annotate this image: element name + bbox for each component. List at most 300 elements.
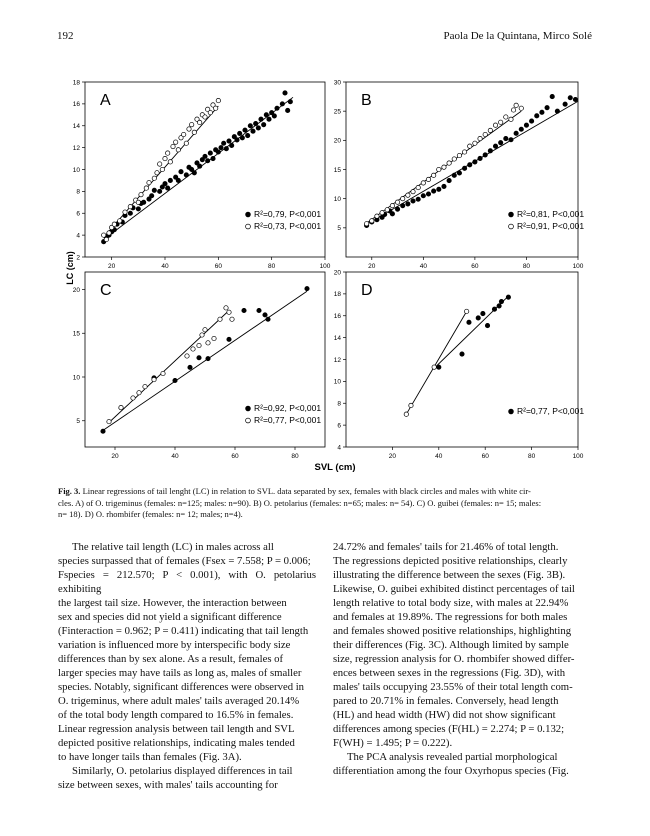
panel-c-female-point (257, 308, 261, 312)
panel-a-female-point (211, 156, 215, 160)
panel-b-female-point (483, 153, 487, 157)
body-line: F(WH) = 1.495; P = 0.222). (333, 737, 453, 749)
body-line: and females at 19.89%. The regressions for both males (333, 611, 568, 623)
panel-a-male-regression-line (104, 106, 219, 237)
panel-c-label: C (100, 282, 112, 299)
panel-a-male-point (203, 115, 207, 119)
panel-d-y-tick-label: 10 (333, 378, 341, 386)
panel-b-female-point (447, 178, 451, 182)
panel-a-female-point (157, 189, 161, 193)
panel-b-legend-male-marker (509, 224, 514, 229)
panel-c-male-point (224, 306, 228, 310)
panel-b-male-point (442, 165, 446, 169)
panel-a-female-point (251, 129, 255, 133)
panel-a-male-point (160, 167, 164, 171)
panel-b-female-point (555, 109, 559, 113)
panel-a-female-point (253, 121, 257, 125)
body-line: depicted positive relationships, indicating males tended (58, 737, 295, 749)
panel-b-legend-female-marker (509, 212, 514, 217)
panel-d-female-point (460, 352, 464, 356)
panel-b-legend-female-label: R²=0,81, P<0,001 (517, 209, 585, 219)
panel-b-female-point (524, 123, 528, 127)
panel-b-female-point (411, 199, 415, 203)
panel-a-male-point (117, 219, 121, 223)
panel-c-male-point (152, 377, 156, 381)
panel-a-male-point (171, 144, 175, 148)
panel-c-male-regression-line (109, 311, 229, 423)
panel-a-legend-female-marker (246, 212, 251, 217)
panel-c-male-point (218, 317, 222, 321)
panel-c-male-point (200, 333, 204, 337)
panel-a-legend-male-label: R²=0,73, P<0,001 (254, 221, 322, 231)
panel-a-female-point (192, 171, 196, 175)
panel-c-female-point (197, 356, 201, 360)
panel-a-y-tick-label: 6 (76, 210, 80, 218)
panel-d-x-tick-label: 60 (481, 453, 489, 460)
panel-b-female-point (442, 184, 446, 188)
body-line: length relative to total body size, with males at 22.94% (333, 597, 569, 609)
panel-a-male-point (152, 176, 156, 180)
panel-a-female-point (261, 122, 265, 126)
panel-c-male-point (161, 371, 165, 375)
panel-a-female-point (224, 147, 228, 151)
panel-d-y-tick-label: 18 (333, 291, 341, 299)
panel-b-female-point (468, 163, 472, 167)
panel-b-female-point (401, 203, 405, 207)
panel-a-female-point (235, 138, 239, 142)
panel-c-female-point (242, 308, 246, 312)
panel-a-female-point (165, 186, 169, 190)
body-line: (HL) and head width (HW) did not show significant (333, 709, 556, 721)
body-line: differentiation among the four Oxyrhopus species (Fig. (333, 765, 569, 777)
panel-b-male-point (483, 132, 487, 136)
panel-b-female-point (437, 187, 441, 191)
panel-b-male-point (473, 141, 477, 145)
panel-d-y-tick-label: 14 (333, 334, 341, 342)
panel-a-female-point (141, 200, 145, 204)
panel-a-female-point (219, 145, 223, 149)
panel-b-female-point (509, 138, 513, 142)
panel-c-x-tick-label: 80 (291, 453, 299, 460)
panel-a-male-point (197, 120, 201, 124)
panel-b-female-point (421, 194, 425, 198)
panel-a-x-tick-label: 80 (268, 263, 276, 270)
panel-b-female-point (406, 202, 410, 206)
running-header-authors: Paola De la Quintana, Mirco Solé (443, 30, 592, 42)
panel-a-male-point (184, 141, 188, 145)
panel-c-female-point (101, 429, 105, 433)
panel-c-male-point (131, 396, 135, 400)
panel-d-y-tick-label: 16 (333, 313, 341, 321)
panel-b-male-point (519, 106, 523, 110)
panel-d-y-tick-label: 12 (333, 356, 341, 364)
x-axis-label: SVL (cm) (314, 462, 356, 473)
panel-a-female-point (152, 188, 156, 192)
panel-b-male-point (488, 128, 492, 132)
panel-b-female-point (473, 160, 477, 164)
panel-a-male-point (157, 162, 161, 166)
body-line: Fspecies = 212.570; P < 0.001), with O. petolarius exhibiting (58, 569, 316, 595)
panel-d-legend-female-label: R²=0,77, P<0,001 (517, 406, 585, 416)
body-line: (Finteraction = 0.962; P = 0.411) indicating that tail length (58, 625, 309, 637)
panel-b-legend-male-label: R²=0,91, P<0,001 (517, 221, 585, 231)
panel-a-female-point (163, 182, 167, 186)
panel-b-male-point (437, 167, 441, 171)
panel-b-female-point (452, 173, 456, 177)
panel-a-female-point (221, 141, 225, 145)
body-line: differences among species (F(HL) = 2.274; P = 0.132; (333, 723, 565, 735)
panel-c-male-point (107, 419, 111, 423)
panel-b-male-point (504, 115, 508, 119)
panel-d-x-tick-label: 100 (572, 453, 584, 460)
panel-d-x-tick-label: 80 (527, 453, 536, 460)
panel-c-female-point (305, 286, 309, 290)
panel-a-female-point (229, 143, 233, 147)
body-line: sex and species did not yield a significant difference (58, 611, 282, 623)
body-line: of the total body length compared to 16.5% in females. (58, 709, 294, 721)
panel-d-frame (346, 272, 578, 447)
panel-b-y-tick-label: 30 (333, 79, 341, 87)
panel-d-y-tick-label: 20 (333, 269, 341, 277)
panel-a-x-tick-label: 20 (108, 263, 116, 270)
panel-b-male-point (421, 181, 425, 185)
body-line: variation is influenced more by interspecific body size (58, 639, 291, 651)
panel-a-female-point (259, 117, 263, 121)
panel-d-legend-female-marker (509, 409, 514, 414)
panel-c-y-tick-label: 10 (72, 374, 80, 382)
caption-line-1: Linear regressions of tail lenght (LC) in relation to SVL. data separated by sex, females with black circles and males with white cir- (80, 486, 531, 496)
panel-d-male-point (404, 412, 408, 416)
panel-b-x-tick-label: 100 (572, 263, 584, 270)
body-line: size between sexes, with males' tails accounting for (58, 779, 278, 791)
panel-d-label: D (361, 282, 373, 299)
panel-a-male-point (176, 148, 180, 152)
panel-a-y-tick-label: 2 (76, 254, 80, 262)
panel-b-male-point (375, 214, 379, 218)
panel-d-female-point (492, 307, 496, 311)
panel-a-female-point (205, 159, 209, 163)
panel-b-female-point (498, 140, 502, 144)
panel-c-female-point (206, 356, 210, 360)
panel-d-y-tick-label: 4 (337, 444, 341, 452)
body-line: Likewise, O. guibei exhibited distinct percentages of tail (333, 583, 575, 595)
panel-c-x-tick-label: 40 (171, 453, 179, 460)
panel-b-x-tick-label: 60 (471, 263, 479, 270)
panel-b-male-point (370, 219, 374, 223)
panel-a-male-point (213, 106, 217, 110)
panel-b-y-tick-label: 10 (333, 195, 341, 203)
panel-c-male-point (191, 347, 195, 351)
body-line: 24.72% and females' tails for 21.46% of total length. (333, 541, 559, 553)
panel-c-male-point (227, 310, 231, 314)
panel-a-legend-male-marker (246, 224, 251, 229)
panel-b-male-point (498, 120, 502, 124)
panel-c-male-point (203, 328, 207, 332)
panel-b-female-point (529, 119, 533, 123)
panel-d-male-point (464, 309, 468, 313)
panel-b-x-tick-label: 80 (522, 263, 531, 270)
panel-d-y-tick-label: 6 (337, 422, 341, 430)
panel-a-male-point (147, 180, 151, 184)
panel-b-male-point (452, 157, 456, 161)
panel-a-male-point (181, 132, 185, 136)
panel-a-female-point (128, 211, 132, 215)
panel-b-male-point (395, 200, 399, 204)
panel-b-female-point (416, 197, 420, 201)
panel-b-male-point (514, 103, 518, 107)
body-column-left (58, 540, 316, 792)
panel-a-male-point (168, 160, 172, 164)
panel-a-male-point (208, 110, 212, 114)
panel-c-legend-male-label: R²=0,77, P<0,001 (254, 415, 322, 425)
panel-d-male-point (409, 403, 413, 407)
panel-a-x-tick-label: 40 (161, 263, 169, 270)
panel-d-y-tick-label: 8 (337, 400, 341, 408)
body-line: males' tails occupying 23.55% of their total length com- (333, 681, 573, 693)
panel-d-female-point (476, 316, 480, 320)
caption-line-2: cles. A) of O. trigeminus (females: n=125; males: n=90). B) O. petolarius (females: n=65; males: n= 54). C) O. guibei (females: n= 15; males: (58, 497, 542, 508)
body-line: and females showed positive relationships, highlighting (333, 625, 572, 637)
panel-b-female-point (395, 207, 399, 211)
body-line: The PCA analysis revealed partial morphological (347, 751, 558, 763)
panel-a-male-point (155, 171, 159, 175)
y-axis-label: LC (cm) (65, 251, 75, 285)
panel-c-male-point (185, 354, 189, 358)
panel-a-female-point (237, 131, 241, 135)
panel-b-female-point (504, 136, 508, 140)
panel-c-male-point (230, 317, 234, 321)
panel-b-female-point (457, 171, 461, 175)
panel-b-male-point (457, 153, 461, 157)
panel-a-male-point (163, 156, 167, 160)
panel-a-female-point (280, 102, 284, 106)
panel-a-y-tick-label: 4 (76, 232, 80, 240)
panel-b-y-tick-label: 5 (337, 225, 341, 233)
panel-b-x-tick-label: 20 (368, 263, 376, 270)
panel-b-female-point (390, 212, 394, 216)
panel-b-male-point (468, 144, 472, 148)
panel-c-female-point (266, 317, 270, 321)
panel-a-male-point (187, 127, 191, 131)
panel-b-female-point (431, 189, 435, 193)
body-line: larger species may have tails as long as, males of smaller (58, 667, 302, 679)
panel-a-female-point (179, 169, 183, 173)
panel-d-female-point (485, 323, 489, 327)
panel-a-female-point (149, 194, 153, 198)
panel-a-male-point (216, 98, 220, 102)
panel-a-female-point (285, 108, 289, 112)
panel-b-male-point (385, 208, 389, 212)
panel-d-female-point (499, 299, 503, 303)
panel-b-male-point (462, 150, 466, 154)
panel-a-male-point (144, 186, 148, 190)
panel-d-female-point (497, 304, 501, 308)
panel-d-female-point (437, 365, 441, 369)
panel-b-y-tick-label: 25 (333, 108, 341, 116)
body-line: size, regression analysis for O. rhombifer showed differ- (333, 653, 575, 665)
panel-b-male-point (411, 189, 415, 193)
body-line: O. trigeminus, where adult males' tails averaged 20.14% (58, 695, 300, 707)
panel-d-x-tick-label: 40 (435, 453, 443, 460)
panel-b-male-point (511, 108, 515, 112)
panel-a-female-point (243, 128, 247, 132)
panel-a-female-point (203, 154, 207, 158)
caption-line-3: n= 18). D) O. rhombifer (females: n= 12; males; n=4). (58, 509, 243, 520)
panel-a-female-point (197, 164, 201, 168)
panel-a-female-point (248, 124, 252, 128)
panel-a-male-point (136, 200, 140, 204)
panel-a-female-point (256, 126, 260, 130)
body-line: to have longer tails than females (Fig. 3A). (58, 751, 242, 763)
panel-c-male-point (206, 341, 210, 345)
panel-d-x-tick-label: 20 (388, 453, 397, 460)
body-line: the largest tail size. However, the interaction between (58, 597, 287, 609)
panel-a-male-point (101, 233, 105, 237)
panel-b-female-point (573, 97, 577, 101)
panel-c-y-tick-label: 5 (76, 418, 80, 426)
panel-a-female-point (267, 117, 271, 121)
panel-b-female-point (514, 131, 518, 135)
panel-a-female-point (288, 99, 292, 103)
panel-c-x-tick-label: 20 (111, 453, 119, 460)
panel-c-legend-male-marker (246, 418, 251, 423)
panel-b-female-point (519, 127, 523, 131)
panel-a-female-point (184, 173, 188, 177)
panel-a-male-point (189, 122, 193, 126)
body-line: Similarly, O. petolarius displayed differences in tail (72, 765, 293, 777)
panel-a-female-point (264, 113, 268, 117)
panel-b-female-point (426, 192, 430, 196)
body-line: species surpassed that of females (Fsex = 7.558; P = 0.006; (58, 555, 311, 567)
panel-a-male-point (123, 210, 127, 214)
panel-a-y-tick-label: 16 (72, 101, 80, 109)
panel-c-female-point (173, 378, 177, 382)
panel-a-female-point (168, 178, 172, 182)
panel-a-female-point (245, 133, 249, 137)
panel-b-female-point (535, 114, 539, 118)
panel-a-y-tick-label: 18 (72, 79, 80, 87)
panel-d-female-point (467, 320, 471, 324)
panel-a-female-point (176, 178, 180, 182)
panel-b-male-point (447, 161, 451, 165)
panel-b-female-point (540, 110, 544, 114)
panel-c-male-point (212, 336, 216, 340)
panel-a-female-point (136, 207, 140, 211)
panel-c-y-tick-label: 20 (72, 286, 80, 294)
panel-b-male-point (431, 173, 435, 177)
panel-b-female-point (550, 94, 554, 98)
body-line: Linear regression analysis between tail length and SVL (58, 723, 295, 735)
panel-c-female-point (227, 337, 231, 341)
panel-c-female-point (188, 365, 192, 369)
panel-b-y-tick-label: 20 (333, 137, 341, 145)
panel-b-label: B (361, 92, 372, 109)
panel-b-female-point (545, 105, 549, 109)
panel-b-male-point (406, 193, 410, 197)
body-line: illustrating the difference between the sexes (Fig. 3B). (333, 569, 566, 581)
panel-a-y-tick-label: 12 (72, 144, 80, 152)
panel-d-male-regression-line (406, 311, 466, 414)
panel-a-y-tick-label: 14 (72, 123, 80, 131)
panel-a-x-tick-label: 60 (214, 263, 222, 270)
panel-a-female-point (227, 139, 231, 143)
body-line: The relative tail length (LC) in males across all (72, 541, 274, 553)
panel-b-x-tick-label: 40 (419, 263, 427, 270)
panel-b-female-point (478, 156, 482, 160)
panel-b-male-point (416, 185, 420, 189)
body-column-right (333, 540, 591, 778)
panel-c-legend-female-marker (246, 406, 251, 411)
panel-a-male-point (173, 140, 177, 144)
body-line: their differences (Fig. 3C). Although limited by sample (333, 639, 569, 651)
panel-d-male-point (432, 365, 436, 369)
panel-c-female-point (263, 313, 267, 317)
panel-b-female-point (568, 96, 572, 100)
panel-a-legend-female-label: R²=0,79, P<0,001 (254, 209, 322, 219)
panel-b-male-point (509, 117, 513, 121)
panel-a-x-tick-label: 100 (319, 263, 331, 270)
body-line: differences than by sex alone. As a result, females of (58, 653, 284, 665)
panel-c-legend-female-label: R²=0,92, P<0,001 (254, 403, 322, 413)
panel-b-male-point (401, 196, 405, 200)
panel-a-female-point (208, 151, 212, 155)
page-number: 192 (57, 30, 74, 42)
panel-a-female-point (275, 106, 279, 110)
panel-b-male-point (478, 136, 482, 140)
panel-a-female-point (283, 91, 287, 95)
panel-d-female-point (481, 311, 485, 315)
panel-d-female-point (506, 295, 510, 299)
panel-b-male-point (493, 123, 497, 127)
panel-a-male-point (112, 222, 116, 226)
panel-c-x-tick-label: 60 (231, 453, 239, 460)
panel-a-male-point (104, 237, 108, 241)
panel-b-male-point (426, 177, 430, 181)
panel-b-male-point (390, 203, 394, 207)
panel-b-female-point (462, 166, 466, 170)
panel-a-y-tick-label: 10 (72, 166, 80, 174)
body-line: species. Notably, significant differences were observed in (58, 681, 305, 693)
panel-b-y-tick-label: 15 (333, 166, 341, 174)
panel-c-male-point (119, 405, 123, 409)
body-line: The regressions depicted positive relationships, clearly (333, 555, 568, 567)
body-line: pared to 20.71% in females. Conversely, head length (333, 695, 559, 707)
caption-label: Fig. 3. (58, 486, 81, 496)
panel-a-y-tick-label: 8 (76, 188, 80, 196)
panel-a-male-point (192, 130, 196, 134)
figure-caption (58, 486, 592, 521)
panel-a-male-point (139, 192, 143, 196)
panel-c-y-tick-label: 15 (72, 330, 80, 338)
panel-b-female-point (493, 144, 497, 148)
panel-b-male-point (364, 222, 368, 226)
panel-c-male-point (143, 384, 147, 388)
panel-c-male-point (137, 391, 141, 395)
panel-a-male-point (107, 231, 111, 235)
panel-c-male-point (197, 343, 201, 347)
panel-b-female-point (488, 149, 492, 153)
panel-a-male-point (165, 151, 169, 155)
panel-a-female-point (272, 114, 276, 118)
panel-b-male-point (380, 210, 384, 214)
panel-b-female-point (563, 102, 567, 106)
panel-a-label: A (100, 92, 111, 109)
panel-a-female-point (216, 150, 220, 154)
panel-a-male-point (128, 204, 132, 208)
body-line: ences between sexes in the regressions (Fig. 3D), with (333, 667, 566, 679)
panel-b-female-regression-line (367, 101, 578, 224)
panel-a-female-point (240, 136, 244, 140)
